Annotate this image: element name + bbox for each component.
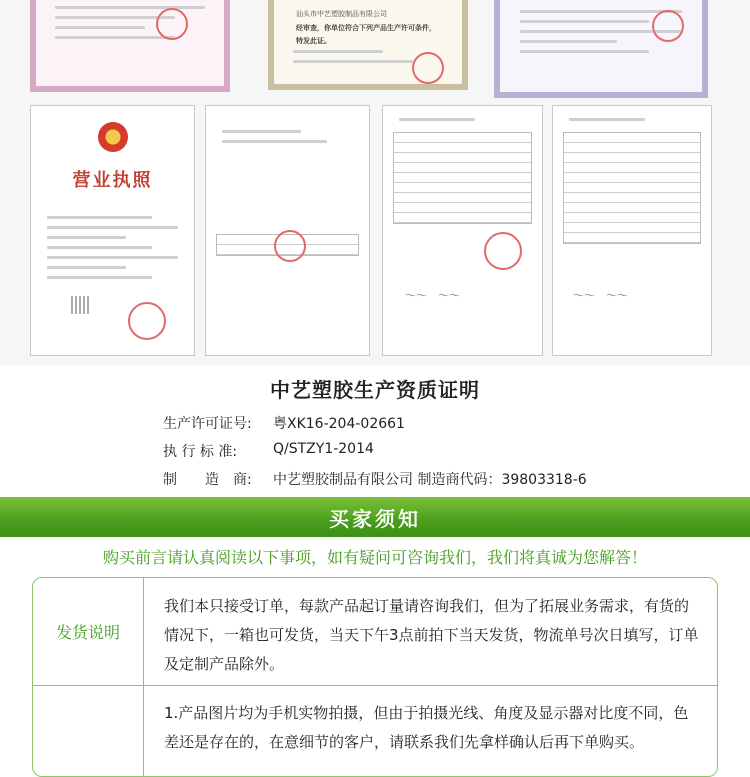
standard-row	[163, 441, 374, 461]
info-label: 制 造 商:	[163, 472, 252, 488]
signature: ～～ ～～	[405, 289, 460, 302]
certificate-image	[30, 105, 195, 356]
seal-stamp	[652, 10, 684, 42]
certificate-image	[268, 0, 468, 90]
notice-row-head: 发货说明	[33, 578, 144, 685]
notice-subtitle: 购买前言请认真阅读以下事项，如有疑问可咨询我们，我们将真诚为您解答！	[102, 548, 647, 567]
qr-code-icon	[71, 296, 89, 314]
manufacturer-row	[163, 469, 587, 489]
seal-stamp	[274, 230, 306, 262]
info-value: 粤XK16-204-02661	[273, 416, 405, 432]
business-license-title: 营业执照	[72, 170, 153, 191]
certificate-gallery	[0, 0, 750, 365]
seal-stamp	[156, 8, 188, 40]
certificate-text: 汕头市中艺塑胶制品有限公司	[296, 10, 387, 18]
license-number-row	[163, 413, 405, 433]
info-value: Q/STZY1-2014	[273, 441, 374, 457]
notice-row-body: 我们本只接受订单，每款产品起订量请咨询我们，但为了拓展业务需求，有货的情况下，一箱也可发货，当天下午3点前拍下当天发货，物流单号次日填写，订单及定制产品除外。	[164, 597, 699, 673]
certificate-text: 特发此证。	[296, 36, 331, 45]
info-label: 生产许可证号:	[163, 416, 252, 432]
seal-stamp	[128, 302, 166, 340]
notice-row	[33, 685, 717, 777]
certificate-image	[552, 105, 712, 356]
seal-stamp	[412, 52, 444, 84]
national-emblem-icon	[98, 122, 128, 152]
banner-title: 买家须知	[329, 506, 421, 531]
certificate-image	[494, 0, 708, 98]
certificate-image	[30, 0, 230, 92]
certificate-image	[205, 105, 370, 356]
notice-row-body: 1.产品图片均为手机实物拍摄，但由于拍摄光线、角度及显示器对比度不同，色差还是存在的，在意细节的客户，请联系我们先拿样确认后再下单购买。	[164, 704, 689, 751]
info-label: 执 行 标 准:	[163, 444, 238, 460]
info-value: 中艺塑胶制品有限公司 制造商代码：39803318-6	[273, 472, 587, 488]
seal-stamp	[484, 232, 522, 270]
buyer-notice-banner	[0, 497, 750, 537]
notice-row	[33, 578, 717, 686]
certificate-image	[382, 105, 543, 356]
notice-row-head	[33, 685, 144, 777]
qualification-title: 中艺塑胶生产资质证明	[270, 378, 480, 402]
certificate-text: 经审查，你单位符合下列产品生产许可条件，	[296, 23, 436, 32]
signature: ～～ ～～	[573, 289, 628, 302]
notice-table	[32, 577, 718, 777]
